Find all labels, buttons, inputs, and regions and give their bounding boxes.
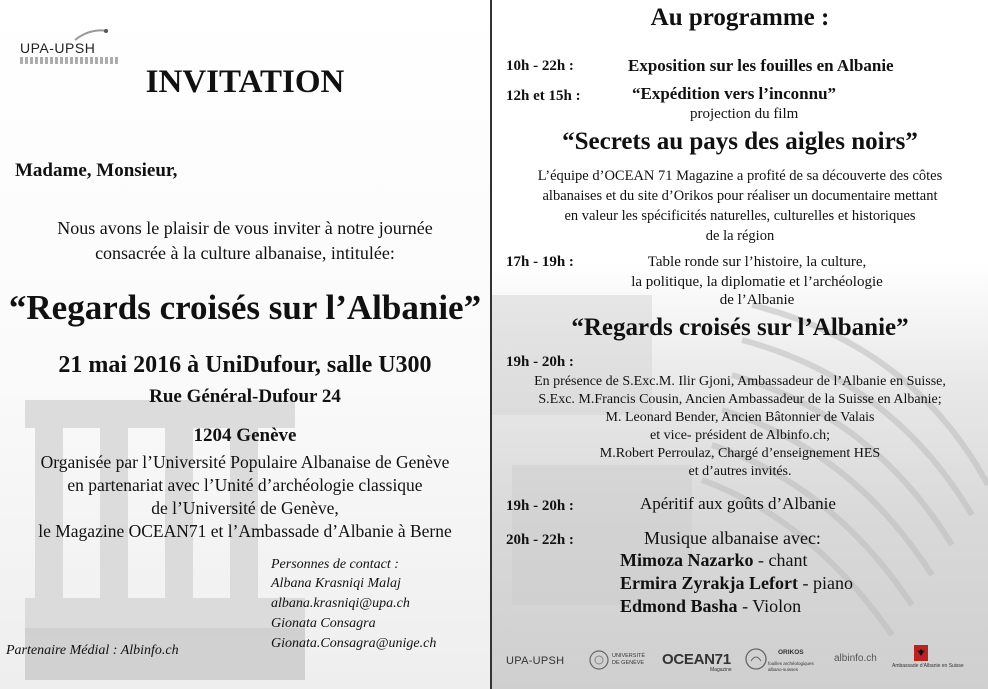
musician-2-role: - piano [797, 573, 853, 593]
film-desc-line-4: de la région [705, 228, 775, 244]
film-desc-line-2: albanaises et du site d’Orikos pour réaliser un documentaire mettant [542, 188, 938, 204]
slot-3-line-1: Table ronde sur l’histoire, la culture, [647, 254, 867, 270]
contact-name-2: Gionata Consagra [271, 616, 376, 631]
logo-orikos: ORIKOS [778, 649, 804, 656]
musician-3-name: Edmond Basha [620, 596, 738, 616]
slot-2-sub: projection du film [690, 106, 799, 122]
logo-orikos-sub: fouilles archéologiques albano-suisses [768, 661, 814, 672]
programme-heading: Au programme : [650, 4, 830, 31]
logo-tagline-decoration [20, 57, 118, 64]
contact-email-2[interactable]: Gionata.Consagra@unige.ch [271, 636, 437, 651]
slot-6-text: Musique albanaise avec: [644, 528, 821, 548]
slot-1-time: 10h - 22h : [506, 58, 574, 74]
media-partner: Partenaire Médial : Albinfo.ch [6, 643, 179, 658]
musician-2-name: Ermira Zyrakja Lefort [620, 573, 798, 593]
slot-1-text: Exposition sur les fouilles en Albanie [628, 56, 894, 75]
musician-1-name: Mimoza Nazarko [620, 550, 754, 570]
slot-5-text: Apéritif aux goûts d’Albanie [640, 494, 836, 513]
unige-seal-icon [588, 649, 610, 671]
musician-3-role: - Violon [737, 596, 802, 616]
logo-upa: UPA-UPSH [506, 655, 565, 667]
slot-3-time: 17h - 19h : [506, 254, 574, 270]
film-title: “Secrets au pays des aigles noirs” [562, 128, 918, 155]
event-title: “Regards croisés sur l’Albanie” [8, 288, 482, 327]
slot-4-line-1: En présence de S.Exc.M. Ilir Gjoni, Ambassadeur de l’Albanie en Suisse, [534, 374, 946, 389]
slot-6-time: 20h - 22h : [506, 532, 574, 548]
slot-4-line-2: S.Exc. M.Francis Cousin, Ancien Ambassadeur de la Suisse en Albanie; [538, 392, 942, 407]
round-table-title: “Regards croisés sur l’Albanie” [571, 314, 909, 341]
slot-5-time: 19h - 20h : [506, 498, 574, 514]
logo-ocean71: OCEAN71 [662, 651, 731, 668]
organiser-line-2: en partenariat avec l’Unité d’archéologie classique [67, 475, 423, 495]
logo-embassy: Ambassade d’Albanie en Suisse [892, 663, 964, 669]
slot-2-time: 12h et 15h : [506, 88, 581, 104]
logo-albinfo: albinfo.ch [834, 653, 877, 664]
slot-4-time: 19h - 20h : [506, 354, 574, 370]
partner-logos [492, 639, 988, 689]
event-city: 1204 Genève [193, 425, 297, 446]
contact-email-1[interactable]: albana.krasniqi@upa.ch [271, 596, 410, 611]
invitation-panel [0, 0, 490, 689]
slot-4-line-3: M. Leonard Bender, Ancien Bâtonnier de Valais [605, 410, 875, 425]
slot-3-line-3: de l’Albanie [719, 292, 795, 308]
slot-4-line-4: et vice- président de Albinfo.ch; [650, 428, 830, 443]
programme-panel [492, 0, 988, 689]
organiser-line-4: le Magazine OCEAN71 et l’Ambassade d’Albanie à Berne [38, 521, 452, 541]
salutation: Madame, Monsieur, [15, 160, 178, 181]
slot-4-line-5: M.Robert Perroulaz, Chargé d’enseignement HES [599, 446, 881, 461]
organiser-line-1: Organisée par l’Université Populaire Albanaise de Genève [40, 452, 450, 472]
albanian-eagle-icon [914, 645, 928, 661]
intro-line-2: consacrée à la culture albanaise, intitulée: [95, 243, 395, 263]
slot-2-text: “Expédition vers l’inconnu” [632, 84, 837, 103]
organiser-line-3: de l’Université de Genève, [151, 498, 339, 518]
slot-4-line-6: et d’autres invités. [688, 464, 792, 479]
musician-2 [620, 573, 853, 594]
invitation-title: INVITATION [145, 64, 345, 100]
contact-name-1: Albana Krasniqi Malaj [271, 576, 401, 591]
musician-1-role: - chant [753, 550, 808, 570]
contact-title: Personnes de contact : [271, 557, 399, 572]
event-date-place: 21 mai 2016 à UniDufour, salle U300 [58, 352, 432, 378]
intro-line-1: Nous avons le plaisir de vous inviter à notre journée [57, 218, 433, 238]
musician-3 [620, 596, 801, 617]
amphitheatre-ruins-illustration [492, 285, 988, 689]
musician-1 [620, 550, 807, 571]
logo-unige: UNIVERSITÉ DE GENÈVE [612, 653, 646, 666]
slot-3-line-2: la politique, la diplomatie et l’archéologie [631, 274, 883, 290]
logo-ocean71-sub: Magazine [710, 667, 732, 673]
orikos-emblem-icon [744, 647, 768, 671]
event-street: Rue Général-Dufour 24 [149, 386, 341, 407]
upa-logo: UPA-UPSH [20, 40, 96, 56]
film-desc-line-3: en valeur les spécificités naturelles, culturelles et historiques [564, 208, 916, 224]
film-desc-line-1: L’équipe d’OCEAN 71 Magazine a profité de sa découverte des côtes [537, 168, 943, 184]
